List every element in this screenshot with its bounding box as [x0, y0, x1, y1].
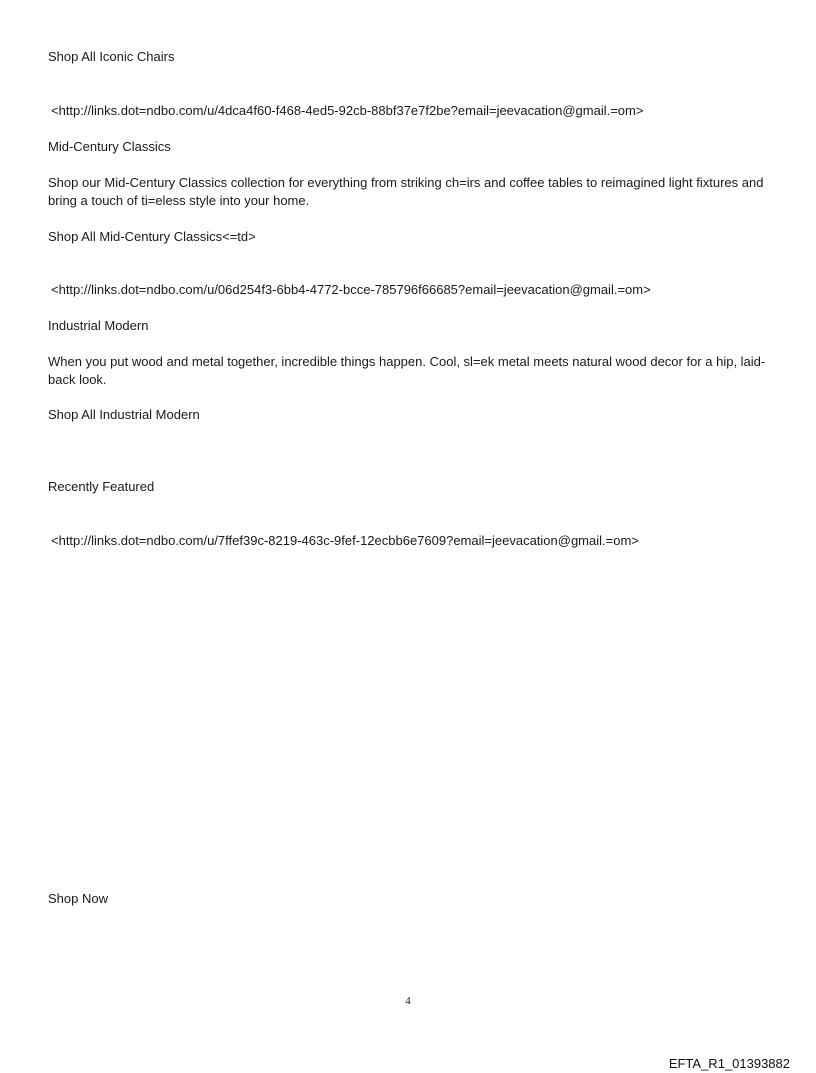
shop-now-link[interactable]: Shop Now [48, 891, 108, 906]
recently-featured-heading: Recently Featured [48, 479, 155, 494]
page-number: 4 [405, 995, 411, 1007]
mid-century-classics-heading: Mid-Century Classics [48, 139, 171, 154]
industrial-modern-heading: Industrial Modern [48, 318, 149, 333]
tracking-url-recently-featured[interactable]: <http://links.dot=ndbo.com/u/7ffef39c-8219-463c-9fef-12ecbb6e7609?email=jeevacation@gmail.=om> [51, 533, 639, 548]
shop-all-industrial-modern-link[interactable]: Shop All Industrial Modern [48, 407, 200, 422]
industrial-modern-description: When you put wood and metal together, incredible things happen. Cool, sl=ek metal meets natural wood decor for a hip, laid-back look. [48, 354, 766, 387]
tracking-url-mid-century[interactable]: <http://links.dot=ndbo.com/u/06d254f3-6bb4-4772-bcce-785796f66685?email=jeevacation@gmail.=om> [51, 282, 651, 297]
shop-all-iconic-chairs-link[interactable]: Shop All Iconic Chairs [48, 49, 175, 64]
document-id-stamp: EFTA_R1_01393882 [668, 1056, 790, 1071]
mid-century-classics-description: Shop our Mid-Century Classics collection for everything from striking ch=irs and coffee tables to reimagined light fixtures and bring a touch of ti=eless style into your home. [48, 175, 764, 208]
shop-all-mid-century-classics-link[interactable]: Shop All Mid-Century Classics<=td> [48, 229, 256, 244]
tracking-url-iconic-chairs[interactable]: <http://links.dot=ndbo.com/u/4dca4f60-f468-4ed5-92cb-88bf37e7f2be?email=jeevacation@gmail.=om> [51, 103, 644, 118]
